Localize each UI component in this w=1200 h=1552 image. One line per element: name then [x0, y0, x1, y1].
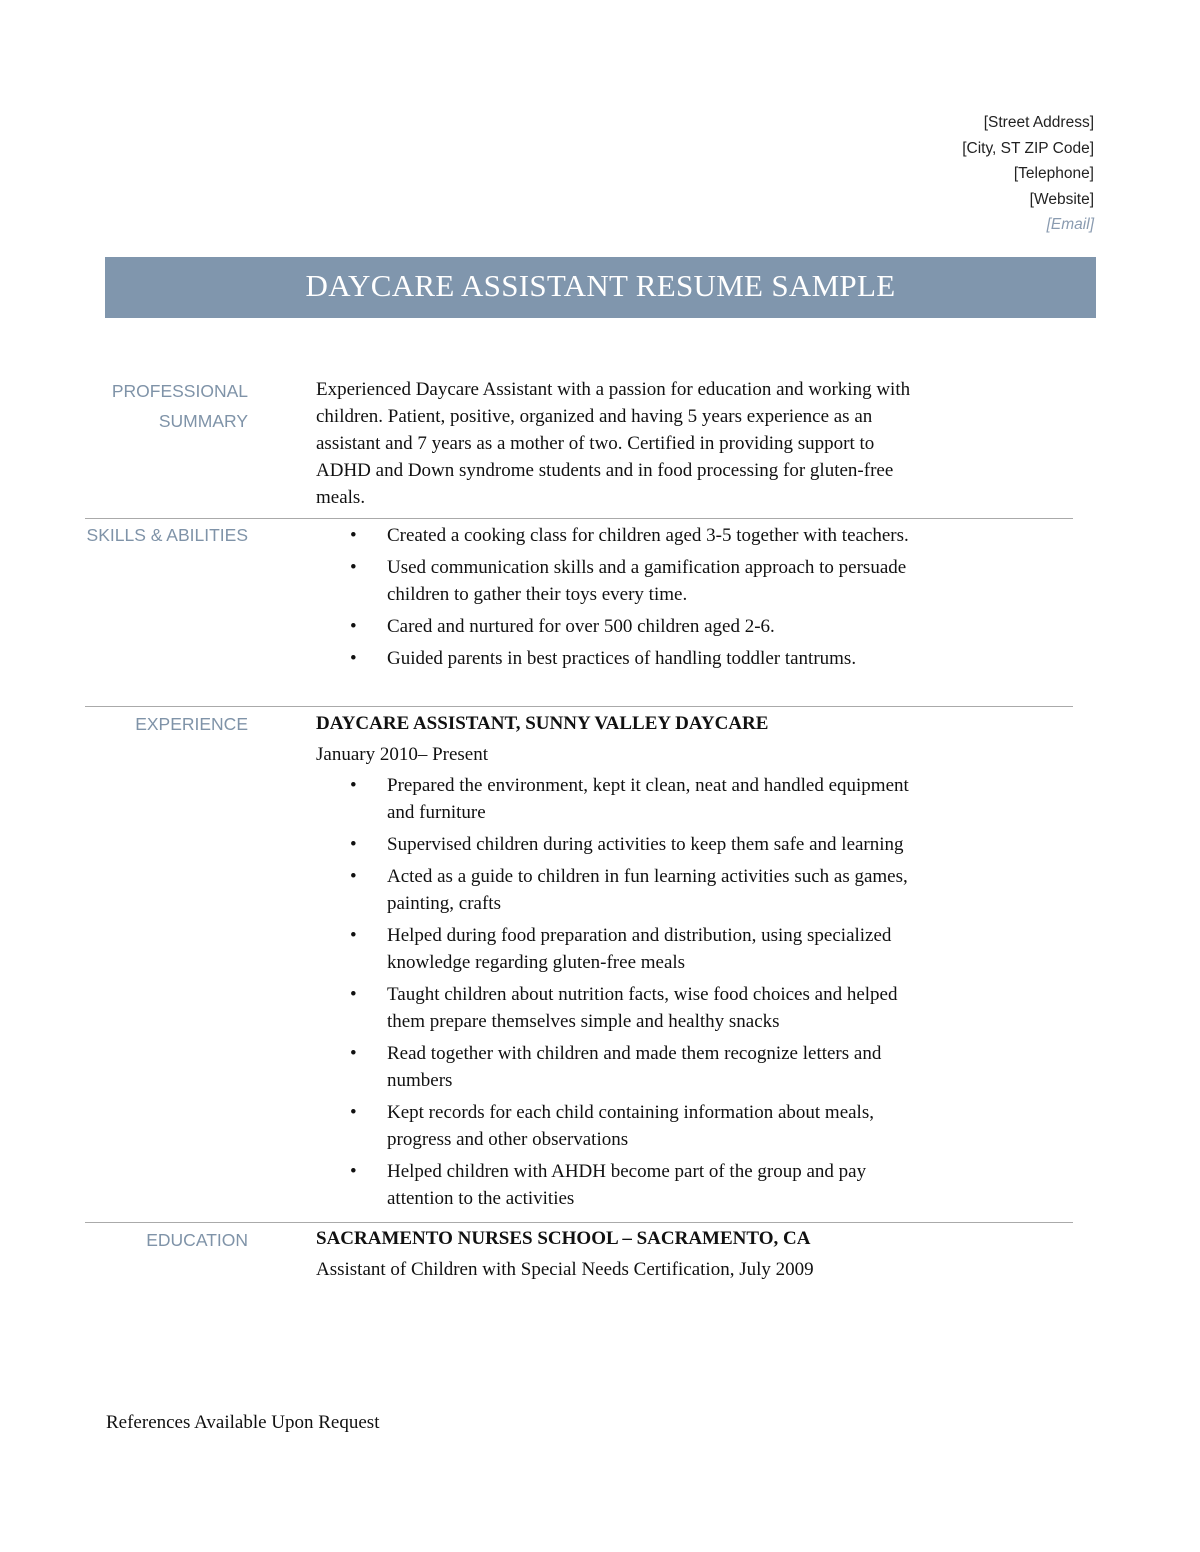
- experience-body: [316, 710, 926, 1217]
- list-item: • Used communication skills and a gamification approach to persuade children to gather their toys every time.: [316, 554, 916, 608]
- skills-list: [316, 522, 916, 677]
- summary-text: Experienced Daycare Assistant with a passion for education and working with children. Patient, positive, organized and having 5 years experience as an assistant and 7 years as a mother of two. Certified in providing support to ADHD and Down syndrome students and in food processing for gluten-free meals.: [316, 379, 911, 508]
- list-item: • Helped children with AHDH become part of the group and pay attention to the activities: [316, 1158, 926, 1212]
- references-note: References Available Upon Request: [106, 1412, 380, 1433]
- city-zip: [City, ST ZIP Code]: [962, 139, 1094, 157]
- contact-block: [962, 110, 1094, 238]
- divider: [85, 1222, 1073, 1223]
- website: [Website]: [1029, 190, 1094, 208]
- resume-title: DAYCARE ASSISTANT RESUME SAMPLE: [105, 257, 1096, 318]
- education-body: [316, 1225, 1016, 1283]
- experience-list: [316, 772, 926, 1212]
- job-dates: January 2010– Present: [316, 744, 489, 765]
- job-title: DAYCARE ASSISTANT, SUNNY VALLEY DAYCARE: [316, 713, 769, 734]
- summary-label-line1: PROFESSIONAL: [111, 381, 248, 401]
- list-item: • Created a cooking class for children aged 3-5 together with teachers.: [316, 522, 916, 549]
- telephone: [Telephone]: [1013, 165, 1094, 183]
- summary-label: [112, 376, 248, 436]
- list-item: • Supervised children during activities to keep them safe and learning: [316, 831, 926, 858]
- list-item: • Helped during food preparation and distribution, using specialized knowledge regarding gluten-free meals: [316, 922, 926, 976]
- education-label: EDUCATION: [146, 1230, 248, 1250]
- list-item: • Read together with children and made them recognize letters and numbers: [316, 1040, 926, 1094]
- experience-label: EXPERIENCE: [135, 714, 248, 734]
- list-item: • Kept records for each child containing information about meals, progress and other observations: [316, 1099, 926, 1153]
- school-name: SACRAMENTO NURSES SCHOOL – SACRAMENTO, CA: [316, 1228, 811, 1249]
- email: [Email]: [1046, 216, 1094, 234]
- skills-label: SKILLS & ABILITIES: [86, 525, 248, 545]
- divider: [85, 518, 1073, 519]
- education-detail: Assistant of Children with Special Needs Certification, July 2009: [316, 1259, 814, 1280]
- street-address: [Street Address]: [983, 114, 1094, 131]
- list-item: • Acted as a guide to children in fun learning activities such as games, painting, crafts: [316, 863, 926, 917]
- list-item: • Cared and nurtured for over 500 children aged 2-6.: [316, 613, 916, 640]
- summary-label-line2: SUMMARY: [158, 411, 248, 431]
- list-item: • Prepared the environment, kept it clean, neat and handled equipment and furniture: [316, 772, 926, 826]
- list-item: • Guided parents in best practices of handling toddler tantrums.: [316, 645, 916, 672]
- list-item: • Taught children about nutrition facts, wise food choices and helped them prepare themselves simple and healthy snacks: [316, 981, 926, 1035]
- divider: [85, 706, 1073, 707]
